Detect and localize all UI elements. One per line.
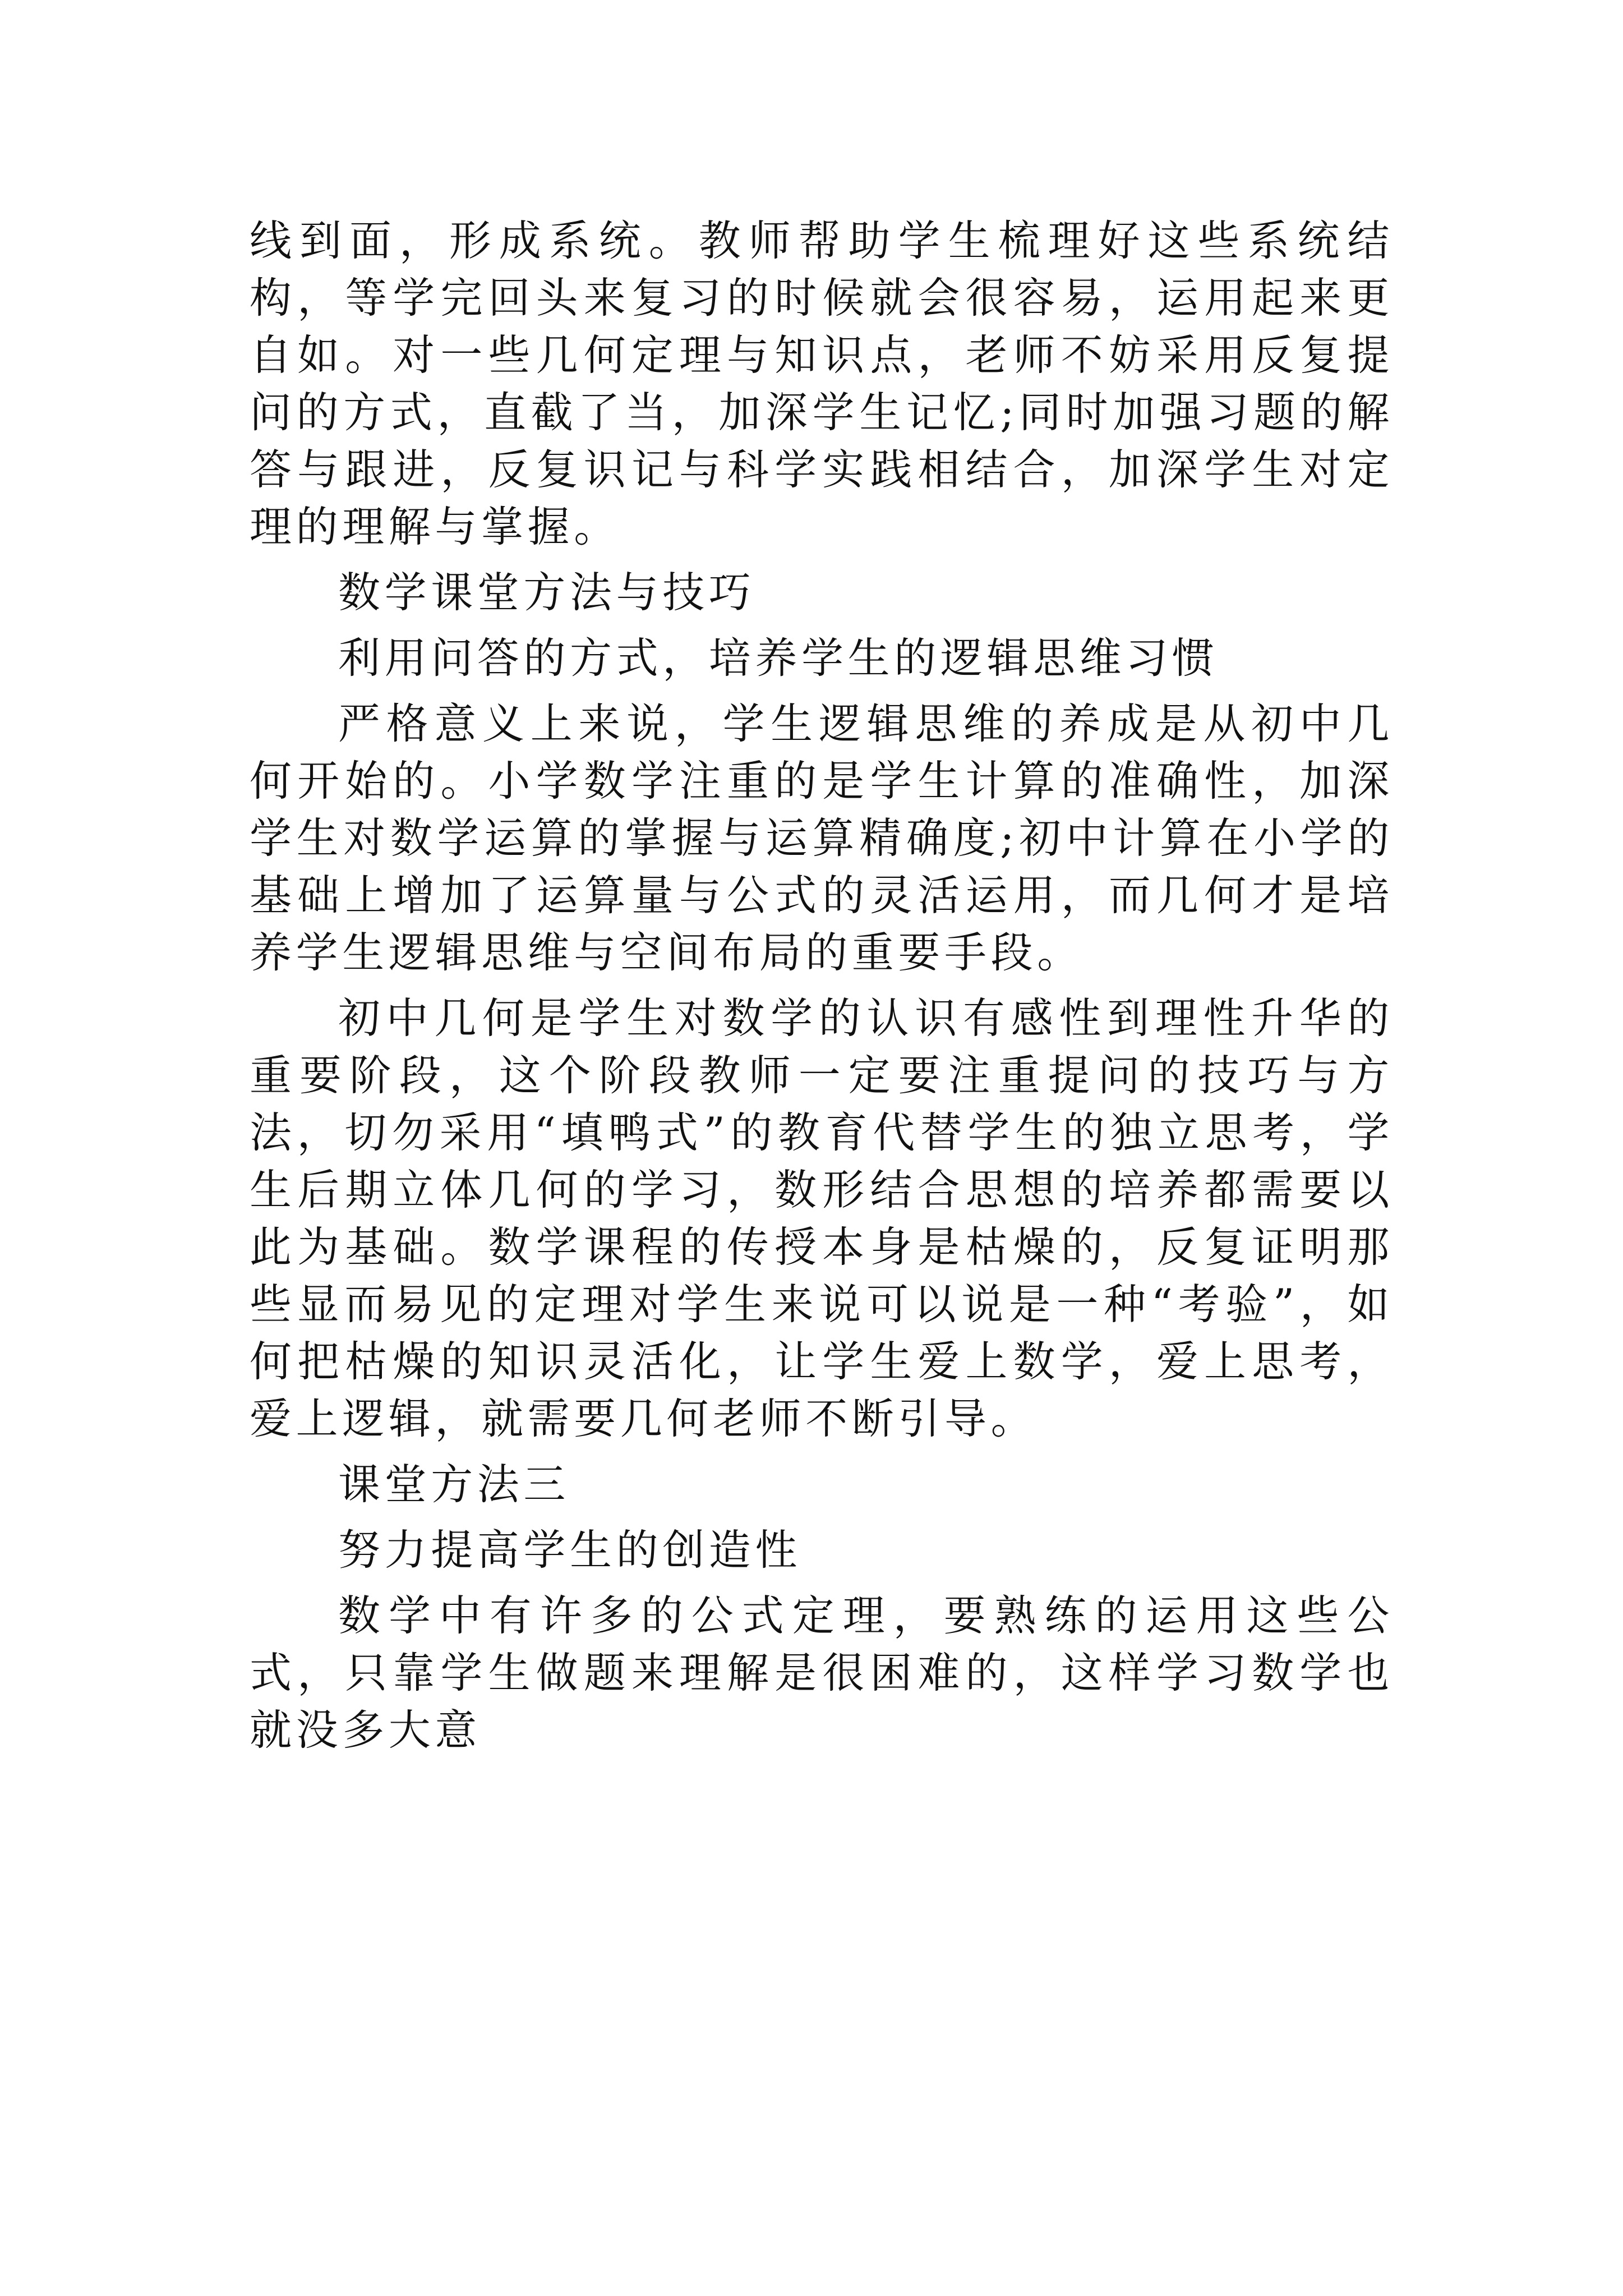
paragraph-continuation: 线到面，形成系统。教师帮助学生梳理好这些系统结构，等学完回头来复习的时候就会很容易，运用起来更自如。对一些几何定理与知识点，老师不妨采用反复提问的方式，直截了当，加深学生记忆;同时加强习题的解答与跟进，反复识记与科学实践相结合，加深学生对定理的理解与掌握。 [250,216,1394,551]
paragraph: 严格意义上来说，学生逻辑思维的养成是从初中几何开始的。小学数学注重的是学生计算的准确性，加深学生对数学运算的掌握与运算精确度;初中计算在小学的基础上增加了运算量与公式的灵活运用，而几何才是培养学生逻辑思维与空间布局的重要手段。 [250,699,1394,977]
section-heading: 数学课堂方法与技巧 [338,568,755,617]
paragraph: 初中几何是学生对数学的认识有感性到理性升华的重要阶段，这个阶段教师一定要注重提问的技巧与方法，切勿采用“填鸭式”的教育代替学生的独立思考，学生后期立体几何的学习，数形结合思想的培养都需要以此为基础。数学课程的传授本身是枯燥的，反复证明那些显而易见的定理对学生来说可以说是一种“考验”，如何把枯燥的知识灵活化，让学生爱上数学，爱上思考，爱上逻辑，就需要几何老师不断引导。 [250,993,1394,1443]
subsection-heading: 努力提高学生的创造性 [338,1525,802,1575]
subsection-heading: 利用问答的方式，培养学生的逻辑思维习惯 [338,633,1219,683]
section-heading: 课堂方法三 [338,1460,570,1509]
document-body [250,212,1394,1767]
paragraph: 数学中有许多的公式定理，要熟练的运用这些公式，只靠学生做题来理解是很困难的，这样学习数学也就没多大意 [250,1591,1394,1755]
